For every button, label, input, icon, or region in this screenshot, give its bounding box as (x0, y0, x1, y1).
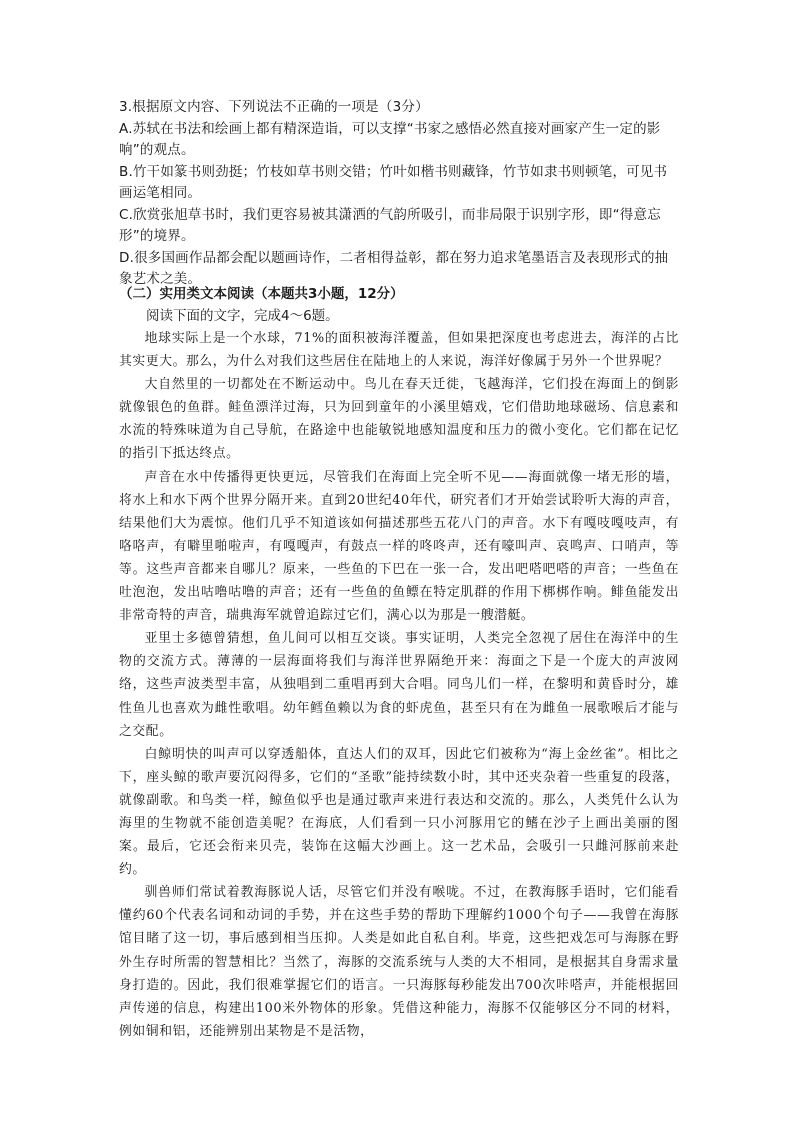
question-block (119, 97, 679, 291)
passage-paragraph: 白鲸明快的叫声可以穿透船体，直达人们的双耳，因此它们被称为“海上金丝雀”。相比之下，座头鲸的歌声要沉闷得多，它们的“圣歌”能持续数小时，其中还夹杂着一些重复的段落，就像副歌。和鸟类一样，鲸鱼似乎也是通过歌声来进行表达和交流的。那么，人类凭什么认为海里的生物就不能创造美呢？在海底，人们看到一只小河豚用它的鳍在沙子上画出美丽的图案。最后，它还会衔来贝壳，装饰在这幅大沙画上。这一艺术品，会吸引一只雌河豚前来赴约。 (119, 746, 679, 878)
section-instruction: 阅读下面的文字，完成4～6题。 (146, 308, 339, 324)
section-title: （二）实用类文本阅读（本题共3小题，12分） (119, 286, 404, 302)
option-a: A.苏轼在书法和绘画上都有精深造诣，可以支撑“书家之感悟必然直接对画家产生一定的影响”的观点。 (119, 120, 661, 158)
option-d: D.很多国画作品都会配以题画诗作，二者相得益彰，都在努力追求笔墨语言及表现形式的抽象艺术之美。 (119, 249, 669, 287)
option-c: C.欣赏张旭草书时，我们更容易被其潇洒的气韵所吸引，而非局限于识别字形，即“得意忘形”的境界。 (119, 206, 661, 244)
passage-paragraph: 亚里士多德曾猜想，鱼儿间可以相互交谈。事实证明，人类完全忽视了居住在海洋中的生物的交流方式。薄薄的一层海面将我们与海洋世界隔绝开来：海面之下是一个庞大的声波网络，这些声波类型丰富，从独唱到二重唱再到大合唱。同鸟儿们一样，在黎明和黄昏时分，雄性鱼儿也喜欢为雌性歌唱。幼年鳕鱼赖以为食的虾虎鱼，甚至只有在为雌鱼一展歌喉后才能与之交配。 (119, 631, 679, 739)
reading-passage (119, 327, 679, 1043)
passage-paragraph: 地球实际上是一个水球，71%的面积被海洋覆盖，但如果把深度也考虑进去，海洋的占比其实更大。那么，为什么对我们这些居住在陆地上的人来说，海洋好像属于另外一个世界呢？ (119, 331, 679, 370)
passage-paragraph: 驯兽师们常试着教海豚说人话，尽管它们并没有喉咙。不过，在教海豚手语时，它们能看懂约60个代表名词和动词的手势，并在这些手势的帮助下理解约1000个句子——我曾在海豚馆目睹了这一切，事后感到相当压抑。人类是如此自私自利。毕竟，这些把戏怎可与海豚在野外生存时所需的智慧相比？当然了，海豚的交流系统与人类的大不相同，是根据其自身需求量身打造的。因此，我们很难掌握它们的语言。一只海豚每秒能发出700次咔嗒声，并能根据回声传递的信息，构建出100米外物体的形象。凭借这种能力，海豚不仅能够区分不同的材料，例如铜和铝，还能辨别出某物是不是活物， (119, 885, 679, 1039)
passage-paragraph: 声音在水中传播得更快更远，尽管我们在海面上完全听不见——海面就像一堵无形的墙，将水上和水下两个世界分隔开来。直到20世纪40年代，研究者们才开始尝试聆听大海的声音，结果他们大为震惊。他们几乎不知道该如何描述那些五花八门的声音。水下有嘎吱嘎吱声，有咯咯声，有噼里啪啦声，有嘎嘎声，有鼓点一样的咚咚声，还有嚎叫声、哀鸣声、口哨声，等等。这些声音都来自哪儿？原来，一些鱼的下巴在一张一合，发出吧嗒吧嗒的声音；一些鱼在吐泡泡，发出咕噜咕噜的声音；还有一些鱼的鱼鳔在特定肌群的作用下梆梆作响。鲱鱼能发出非常奇特的声音，瑞典海军就曾追踪过它们，满心以为那是一艘潜艇。 (119, 469, 679, 624)
passage-paragraph: 大自然里的一切都处在不断运动中。鸟儿在春天迁徙，飞越海洋，它们投在海面上的倒影就像银色的鱼群。鲑鱼漂洋过海，只为回到童年的小溪里嬉戏，它们借助地球磁场、信息素和水流的特殊味道为自己导航，在路途中也能敏锐地感知温度和压力的微小变化。它们都在记忆的指引下抵达终点。 (119, 377, 679, 462)
question-stem: 3.根据原文内容、下列说法不正确的一项是（3分） (119, 99, 429, 115)
option-b: B.竹干如篆书则劲挺；竹枝如草书则交错；竹叶如楷书则藏锋，竹节如隶书则顿笔，可见书画运笔相同。 (119, 163, 668, 201)
